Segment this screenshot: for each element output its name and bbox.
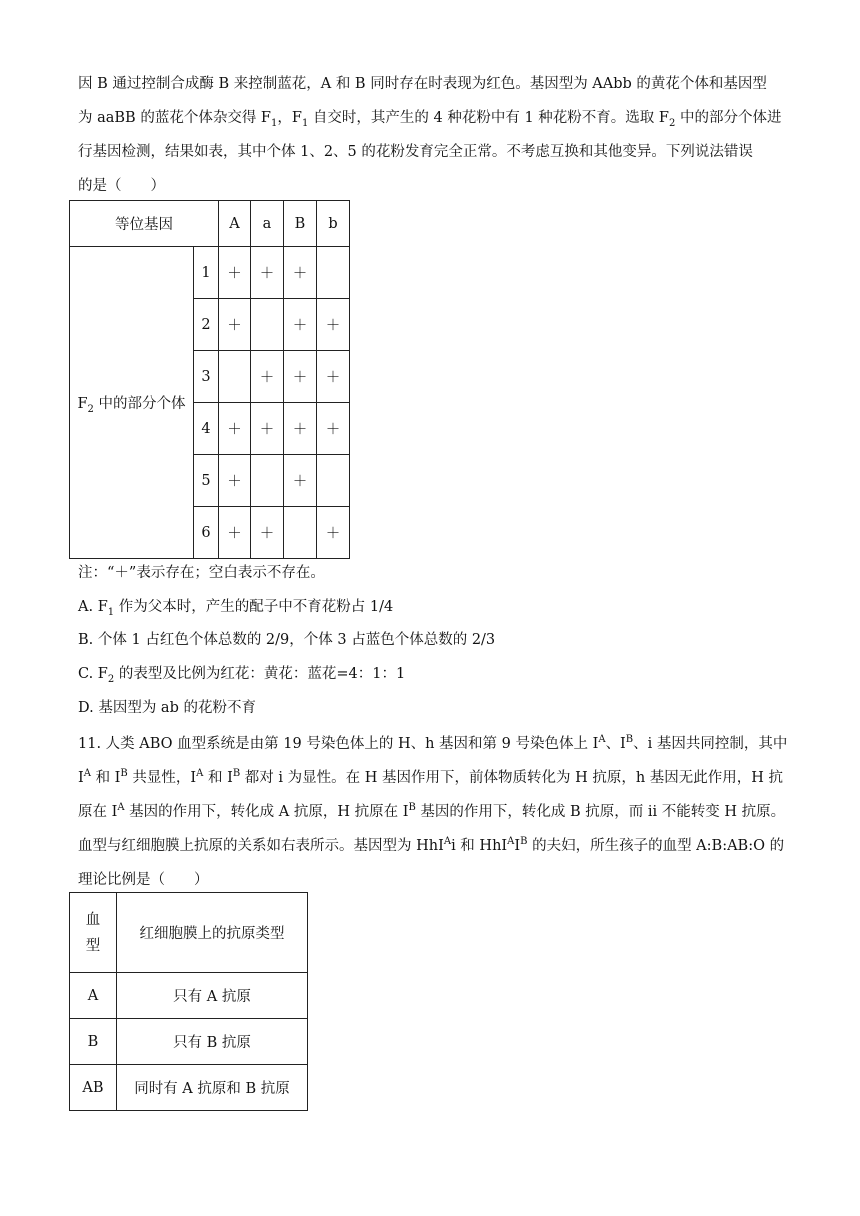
antigen-cell: 只有 B 抗原 [117, 1019, 308, 1065]
q11-line-3: 原在 $I^A$ 基因的作用下，转化成 A 抗原，H 抗原在 $I^B$ 基因的作用下，转化成 B 抗原，而 ii 不能转变 H 抗原。 [78, 802, 786, 820]
table-row [70, 973, 308, 1019]
allele-table [69, 200, 350, 559]
table-cell: ＋ [251, 403, 284, 455]
table-cell: ＋ [284, 351, 317, 403]
blood-type-cell: A [70, 973, 117, 1019]
blood-type-table [69, 892, 308, 1111]
table-cell: ＋ [317, 351, 350, 403]
intro-line-2: 为 aaBB 的蓝花个体杂交得 $F_1$，$F_1$ 自交时，其产生的 4 种花粉中有 1 种花粉不育。选取 $F_2$ 中的部分个体进 [78, 110, 782, 129]
row-id: 2 [194, 299, 219, 351]
question-10-intro [78, 67, 788, 203]
allele-header-A: A [219, 201, 251, 247]
q11-line-4: 血型与红细胞膜上抗原的关系如右表所示。基因型为 HhI$^A$i 和 $HhI^AI^B$ 的夫妇，所生孩子的血型 A:B:AB:O 的 [78, 836, 785, 854]
table-cell: ＋ [317, 507, 350, 559]
table-cell [317, 455, 350, 507]
blood-type-cell: AB [70, 1065, 117, 1111]
table-cell: ＋ [219, 247, 251, 299]
option-a: A. $F_1$ 作为父本时，产生的配子中不育花粉占 1/4 [78, 599, 394, 618]
q11-line-5: 理论比例是（ ） [78, 872, 209, 888]
table-cell: ＋ [219, 299, 251, 351]
table-cell [284, 507, 317, 559]
allele-header-a: a [251, 201, 284, 247]
antigen-cell: 同时有 A 抗原和 B 抗原 [117, 1065, 308, 1111]
table-cell: ＋ [251, 507, 284, 559]
table-cell: ＋ [284, 455, 317, 507]
allele-header-B: B [284, 201, 317, 247]
table-cell: ＋ [284, 247, 317, 299]
intro-line-4: 的是（ ） [78, 178, 165, 194]
table-cell: ＋ [317, 403, 350, 455]
option-d: D. 基因型为 ab 的花粉不育 [78, 700, 256, 716]
table-cell [251, 299, 284, 351]
group-label: $F_2$ 中的部分个体 [70, 247, 194, 559]
intro-line-1: 因 B 通过控制合成酶 B 来控制蓝花，A 和 B 同时存在时表现为红色。基因型为 AAbb 的黄花个体和基因型 [78, 76, 767, 92]
table-cell: ＋ [251, 351, 284, 403]
table-note: 注：“＋”表示存在；空白表示不存在。 [78, 565, 325, 581]
row-id: 4 [194, 403, 219, 455]
antigen-header: 红细胞膜上的抗原类型 [117, 893, 308, 973]
option-c: C. $F_2$ 的表型及比例为红花：黄花：蓝花=4：1：1 [78, 666, 406, 685]
row-id: 5 [194, 455, 219, 507]
table-cell: ＋ [219, 455, 251, 507]
question-11-text [78, 727, 788, 897]
option-b: B. 个体 1 占红色个体总数的 2/9，个体 3 占蓝色个体总数的 2/3 [78, 632, 496, 648]
blood-type-header: 血 型 [70, 893, 117, 973]
blood-type-cell: B [70, 1019, 117, 1065]
table-cell: ＋ [251, 247, 284, 299]
table-cell [317, 247, 350, 299]
allele-header-label: 等位基因 [70, 201, 219, 247]
table-cell: ＋ [219, 507, 251, 559]
allele-header-b: b [317, 201, 350, 247]
row-id: 6 [194, 507, 219, 559]
table-cell: ＋ [317, 299, 350, 351]
row-id: 3 [194, 351, 219, 403]
table-cell [251, 455, 284, 507]
table-cell: ＋ [284, 299, 317, 351]
table-cell [219, 351, 251, 403]
table-cell: ＋ [284, 403, 317, 455]
table-row [70, 1065, 308, 1111]
table-row [70, 247, 350, 299]
table-row [70, 1019, 308, 1065]
antigen-cell: 只有 A 抗原 [117, 973, 308, 1019]
q11-line-1: 11. 人类 ABO 血型系统是由第 19 号染色体上的 H、h 基因和第 9 号染色体上 $I^A$、$I^B$、i 基因共同控制，其中 [78, 734, 788, 752]
q11-line-2: $I^A$ 和 $I^B$ 共显性，$I^A$ 和 $I^B$ 都对 i 为显性。在 H 基因作用下，前体物质转化为 H 抗原，h 基因无此作用，H 抗 [78, 768, 784, 786]
row-id: 1 [194, 247, 219, 299]
blood-header-row [70, 893, 308, 973]
allele-header-row [70, 201, 350, 247]
intro-line-3: 行基因检测，结果如表，其中个体 1、2、5 的花粉发育完全正常。不考虑互换和其他变异。下列说法错误 [78, 144, 753, 160]
table-cell: ＋ [219, 403, 251, 455]
